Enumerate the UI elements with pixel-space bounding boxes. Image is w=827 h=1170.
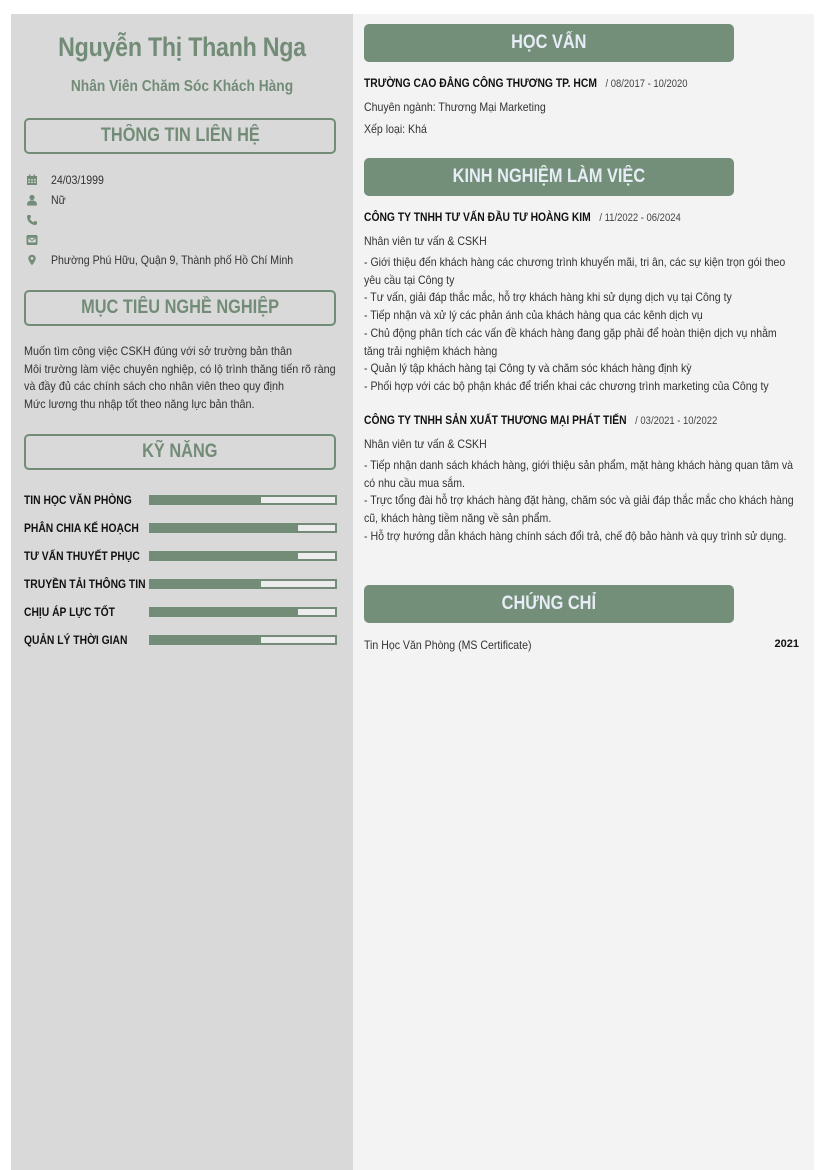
phone-icon (26, 214, 38, 226)
objective-line: Muốn tìm công việc CSKH đúng với sở trường bản thân (24, 344, 293, 358)
address-value: Phường Phú Hữu, Quận 9, Thành phố Hồ Chí Minh (51, 253, 294, 267)
skill-name: TIN HỌC VĂN PHÒNG (24, 493, 132, 507)
skill-level-fill (151, 609, 298, 615)
job-position: Nhân viên tư vấn & CSKH (364, 234, 487, 248)
skills-list (24, 486, 337, 654)
skill-name: PHÂN CHIA KẾ HOẠCH (24, 521, 139, 535)
skills-heading (24, 434, 336, 470)
skill-name: TƯ VẤN THUYẾT PHỤC (24, 549, 140, 563)
contact-heading (24, 118, 336, 154)
skill-row (24, 570, 337, 598)
education-period: / 08/2017 - 10/2020 (605, 78, 688, 90)
skill-name: CHỊU ÁP LỰC TỐT (24, 605, 115, 619)
job-duty: - Trực tổng đài hỗ trợ khách hàng đặt hàng, chăm sóc và giải đáp thắc mắc cho khách hàng cũ, khách hàng tiềm năng về sản phẩm. (364, 493, 794, 526)
skill-level-fill (151, 581, 261, 587)
job-title-row (364, 413, 799, 433)
objective-text (24, 343, 336, 414)
skills-heading-text: KỸ NĂNG (142, 441, 218, 462)
education-title-row (364, 76, 799, 96)
education-heading (364, 24, 734, 62)
company-name: CÔNG TY TNHH TƯ VẤN ĐẦU TƯ HOÀNG KIM (364, 210, 591, 224)
sidebar (11, 14, 353, 1170)
experience-heading (364, 158, 734, 196)
education-major: Chuyên ngành: Thương Mại Marketing (364, 100, 546, 114)
education-heading-text: HỌC VẤN (511, 32, 587, 53)
skill-level-fill (151, 525, 298, 531)
certificate-year: 2021 (774, 638, 799, 650)
certificate-name: Tin Học Văn Phòng (MS Certificate) (364, 638, 532, 652)
job-duty: - Phối hợp với các bộ phận khác để triển khai các chương trình marketing của Công ty (364, 378, 769, 393)
job-duty: - Tiếp nhận danh sách khách hàng, giới thiệu sản phẩm, mặt hàng khách hàng quan tâm và có nhu cầu mua sắm. (364, 458, 794, 490)
skill-name: QUẢN LÝ THỜI GIAN (24, 633, 128, 647)
job-position: Nhân viên tư vấn & CSKH (364, 437, 487, 451)
certificates-heading (364, 585, 734, 623)
job-entry (364, 210, 800, 396)
candidate-title: Nhân Viên Chăm Sóc Khách Hàng (70, 78, 294, 95)
contact-heading-text: THÔNG TIN LIÊN HỆ (100, 125, 260, 146)
job-duty: - Chủ động phân tích các vấn đề khách hàng đang gặp phải để hoàn thiện dịch vụ nhằm tăng trải nghiệm khách hàng (364, 325, 777, 358)
skill-row (24, 486, 337, 514)
job-duty: - Giới thiệu đến khách hàng các chương trình khuyến mãi, tri ân, các sự kiện trọn gói theo yêu cầu tại Công ty (364, 255, 786, 287)
contact-list (26, 170, 336, 270)
experience-heading-text: KINH NGHIỆM LÀM VIỆC (452, 166, 646, 187)
certificates-heading-text: CHỨNG CHỈ (501, 593, 597, 614)
contact-email (26, 230, 336, 250)
user-icon (26, 194, 38, 206)
skill-bar (149, 551, 337, 561)
skill-bar (149, 495, 337, 505)
contact-gender (26, 190, 336, 210)
candidate-name: Nguyễn Thị Thanh Nga (58, 32, 306, 62)
objective-line: Mức lương thu nhập tốt theo năng lực bản thân. (24, 397, 255, 412)
school-name: TRƯỜNG CAO ĐẲNG CÔNG THƯƠNG TP. HCM (364, 76, 597, 90)
main-content (353, 14, 814, 1170)
job-title-row (364, 210, 799, 230)
skill-row (24, 626, 337, 654)
skill-row (24, 542, 337, 570)
skill-row (24, 598, 337, 626)
education-grade: Xếp loại: Khá (364, 122, 427, 136)
birthday-value: 24/03/1999 (51, 173, 104, 187)
skill-bar (149, 579, 337, 589)
contact-address (26, 250, 336, 270)
job-entry (364, 413, 800, 546)
email-icon (26, 234, 38, 246)
company-name: CÔNG TY TNHH SẢN XUẤT THƯƠNG MẠI PHÁT TIẾN (364, 413, 627, 427)
job-duty: - Tiếp nhận và xử lý các phản ánh của khách hàng qua các kênh dịch vụ (364, 308, 703, 323)
skill-bar (149, 523, 337, 533)
gender-value: Nữ (51, 193, 66, 207)
job-duty: - Quản lý tập khách hàng tại Công ty và chăm sóc khách hàng định kỳ (364, 361, 692, 376)
location-icon (26, 254, 38, 266)
skill-bar (149, 607, 337, 617)
skill-level-fill (151, 553, 298, 559)
job-period: / 11/2022 - 06/2024 (599, 212, 681, 224)
skill-name: TRUYỀN TẢI THÔNG TIN (24, 577, 146, 591)
calendar-icon (26, 174, 38, 186)
job-period: / 03/2021 - 10/2022 (635, 415, 718, 427)
skill-level-fill (151, 497, 261, 503)
certificate-row (364, 638, 799, 652)
job-duty: - Tư vấn, giải đáp thắc mắc, hỗ trợ khách hàng khi sử dụng dịch vụ tại Công ty (364, 290, 732, 305)
job-duties (364, 254, 800, 396)
contact-phone (26, 210, 336, 230)
job-duties (364, 457, 800, 546)
objective-heading-text: MỤC TIÊU NGHỀ NGHIỆP (81, 297, 279, 318)
skill-row (24, 514, 337, 542)
objective-line: Môi trường làm việc chuyên nghiệp, có lộ trình thăng tiến rõ ràng và đầy đủ các chính sách cho nhân viên theo quy định (24, 361, 336, 394)
education-entry (364, 76, 800, 140)
resume-page (11, 14, 814, 1170)
objective-heading (24, 290, 336, 326)
skill-bar (149, 635, 337, 645)
skill-level-fill (151, 637, 261, 643)
job-duty: - Hỗ trợ hướng dẫn khách hàng chính sách đổi trả, chế độ bảo hành và quy trình sử dụng. (364, 528, 787, 543)
contact-birthday (26, 170, 336, 190)
